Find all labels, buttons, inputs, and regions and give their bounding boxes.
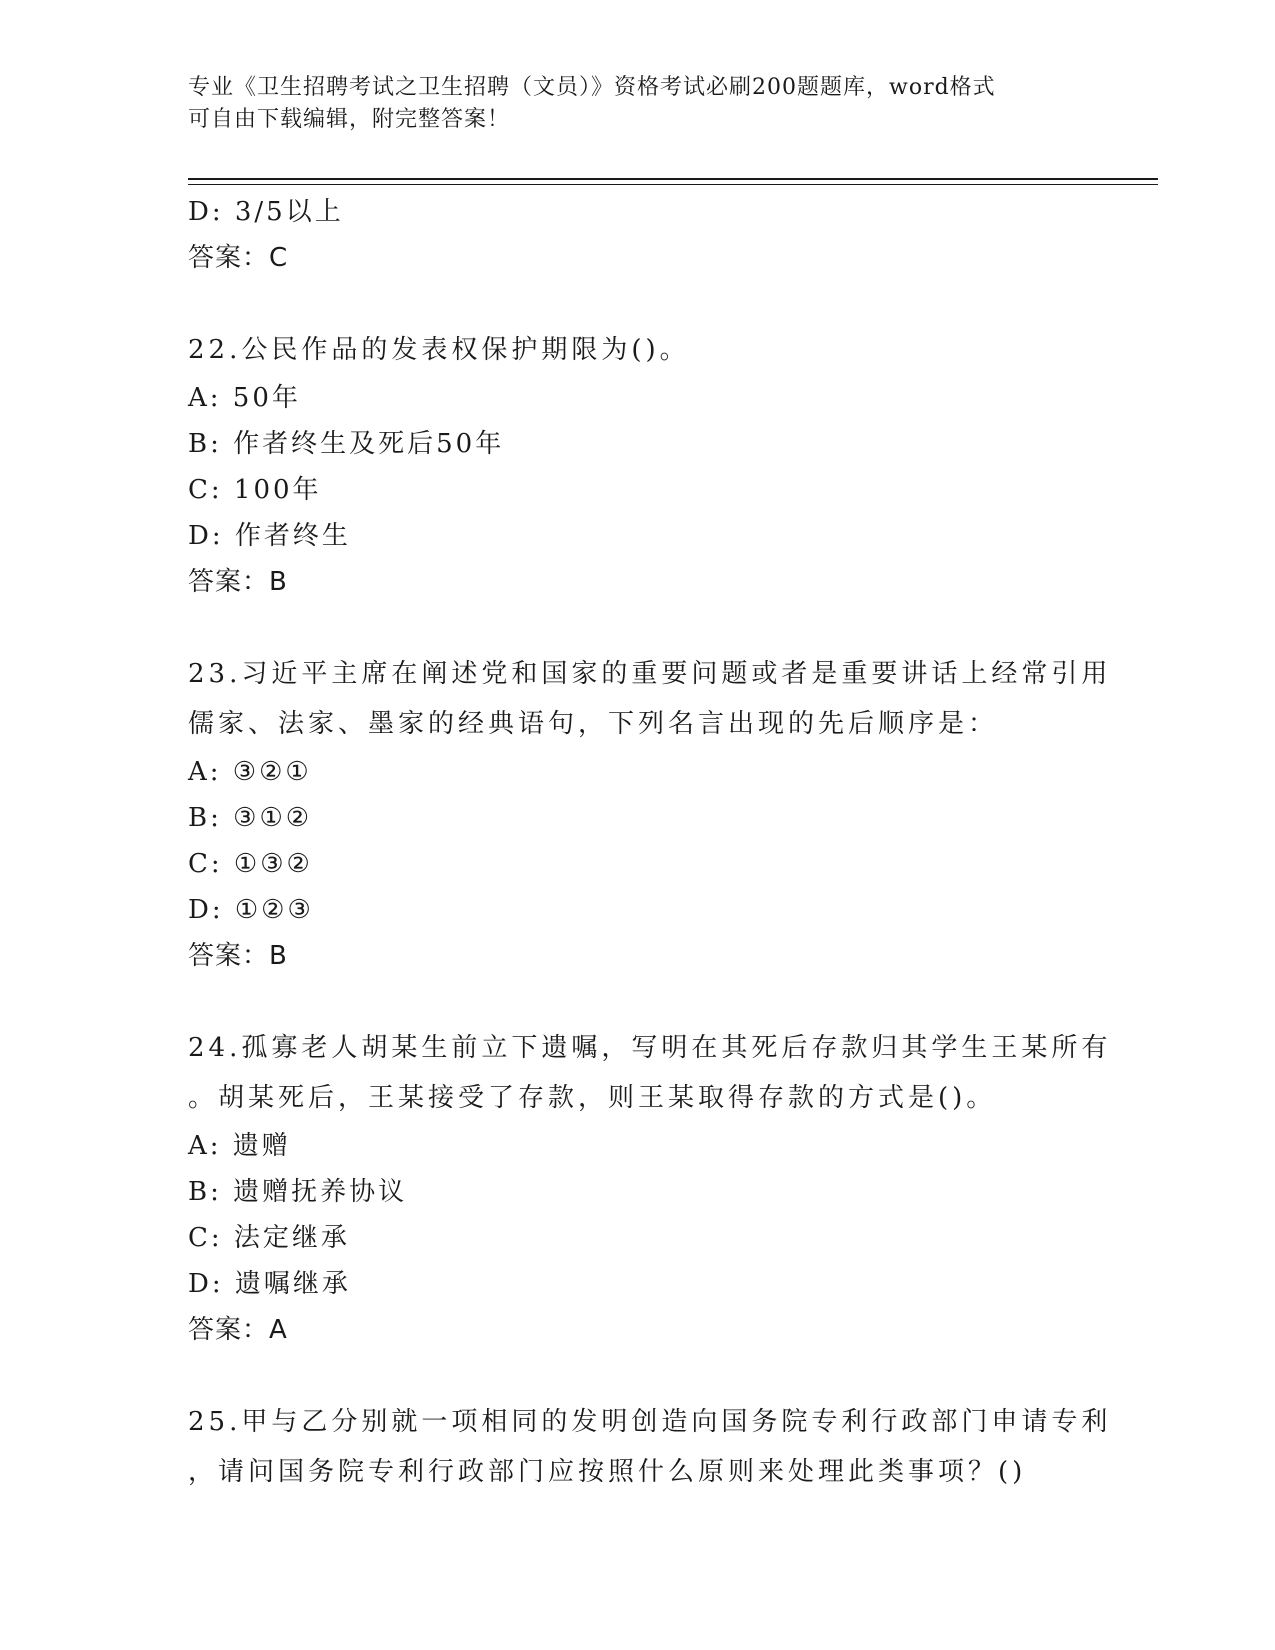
question-text-line-1: 25.甲与乙分别就一项相同的发明创造向国务院专利行政部门申请专利 xyxy=(188,1407,1112,1437)
option-d: D: 3/5以上 xyxy=(188,197,344,227)
option-a: A: 50年 xyxy=(188,383,301,413)
document-body xyxy=(188,189,1112,1497)
option-d: D: 作者终生 xyxy=(188,521,351,551)
question-23 xyxy=(188,649,1112,979)
header-divider-thick xyxy=(188,178,1158,180)
answer: 答案：C xyxy=(188,243,289,273)
question-text-line-1: 23.习近平主席在阐述党和国家的重要问题或者是重要讲话上经常引用 xyxy=(188,659,1112,689)
header-line-1: 专业《卫生招聘考试之卫生招聘（文员）》资格考试必刷200题题库，word格式 xyxy=(188,75,996,100)
previous-question-tail xyxy=(188,189,1088,281)
option-b: B: ③①② xyxy=(188,803,313,833)
option-c: C: ①③② xyxy=(188,849,313,879)
answer: 答案：A xyxy=(188,1315,288,1345)
option-a: A: ③②① xyxy=(188,757,312,787)
answer: 答案：B xyxy=(188,941,288,971)
option-b: B: 遗赠抚养协议 xyxy=(188,1177,408,1207)
question-text-line-2: 。胡某死后，王某接受了存款，则王某取得存款的方式是()。 xyxy=(188,1083,997,1113)
header-line-2: 可自由下载编辑，附完整答案！ xyxy=(188,107,511,132)
question-text-line-1: 24.孤寡老人胡某生前立下遗嘱，写明在其死后存款归其学生王某所有 xyxy=(188,1033,1112,1063)
option-c: C: 法定继承 xyxy=(188,1223,350,1253)
question-text-line-2: ，请问国务院专利行政部门应按照什么原则来处理此类事项？() xyxy=(188,1457,1027,1487)
document-header xyxy=(188,72,1088,136)
answer: 答案：B xyxy=(188,567,288,597)
header-divider-thin xyxy=(188,184,1158,185)
question-25 xyxy=(188,1397,1112,1497)
question-text-line-2: 儒家、法家、墨家的经典语句，下列名言出现的先后顺序是： xyxy=(188,709,999,739)
question-22 xyxy=(188,325,1088,605)
question-24 xyxy=(188,1023,1112,1353)
question-text: 22.公民作品的发表权保护期限为()。 xyxy=(188,335,690,365)
option-b: B: 作者终生及死后50年 xyxy=(188,429,505,459)
option-a: A: 遗赠 xyxy=(188,1131,291,1161)
option-c: C: 100年 xyxy=(188,475,322,505)
option-d: D: 遗嘱继承 xyxy=(188,1269,351,1299)
option-d: D: ①②③ xyxy=(188,895,314,925)
